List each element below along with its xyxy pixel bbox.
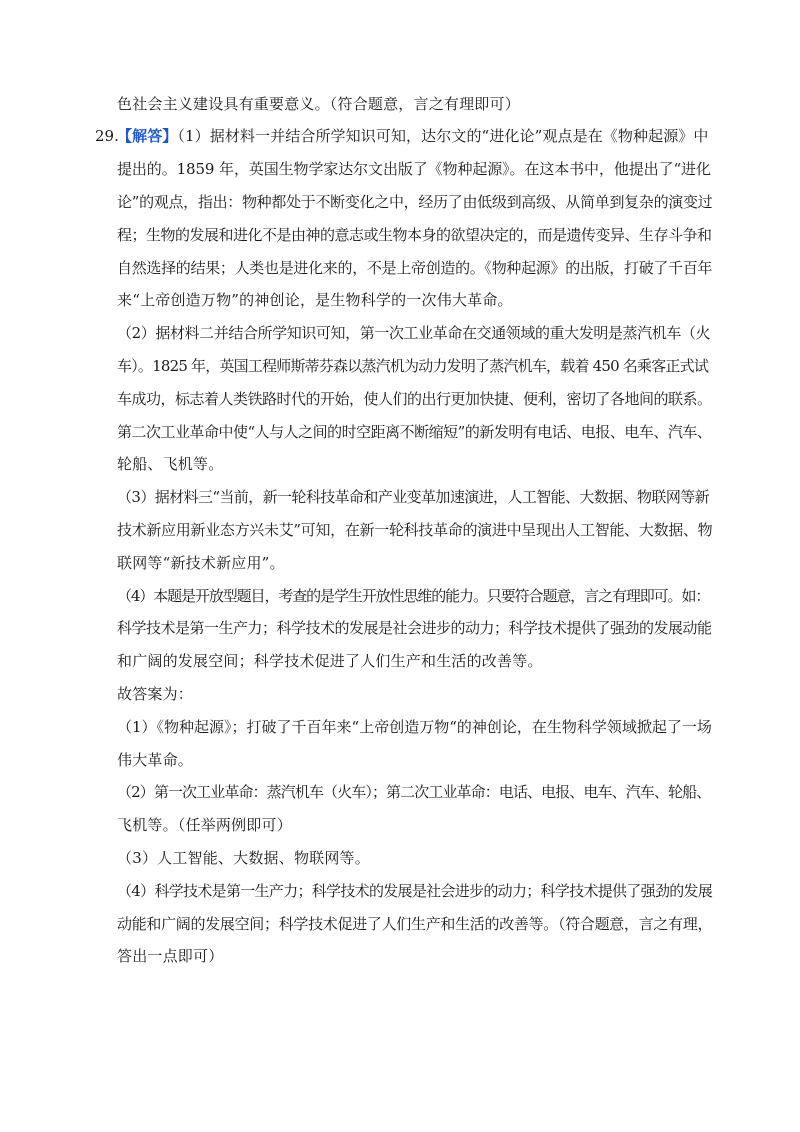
text-line: 自然选择的结果；人类也是进化来的，不是上帝创造的。《物种起源》的出版，打破了千百年 [117,259,713,277]
text-line: 动能和广阔的发展空间；科学技术促进了人们生产和生活的改善等。（符合题意，言之有理， [117,915,713,933]
text-line: 科学技术是第一生产力；科学技术的发展是社会进步的动力；科学技术提供了强劲的发展动能 [117,619,712,637]
question-number: 29. [95,127,119,145]
text-line: （3）据材料三“当前，新一轮科技革命和产业变革加速演进，人工智能、大数据、物联网等新 [117,488,710,506]
text-line: 提出的。1859 年，英国生物学家达尔文出版了《物种起源》。在这本书中，他提出了“进化 [117,160,711,178]
text-line: （3）人工智能、大数据、物联网等。 [117,849,370,867]
text-line: （4）科学技术是第一生产力；科学技术的发展是社会进步的动力；科学技术提供了强劲的发展 [117,882,713,900]
text-line: （2）第一次工业革命：蒸汽机车（火车）；第二次工业革命：电话、电报、电车、汽车、轮船、 [117,783,711,801]
answer-tag: 【解答】 [117,127,178,145]
text-line: 飞机等。（任举两例即可） [117,816,292,834]
text-line: 程；生物的发展和进化不是由神的意志或生物本身的欲望决定的，而是遗传变异、生存斗争和 [117,226,712,244]
text-line: 车成功，标志着人类铁路时代的开始，使人们的出行更加快捷、便利，密切了各地间的联系。 [117,390,712,408]
text-line: 论”的观点，指出：物种都处于不断变化之中，经历了由低级到高级、从简单到复杂的演变过 [117,193,713,211]
text-line: 色社会主义建设具有重要意义。（符合题意，言之有理即可） [117,95,520,113]
text-line: 轮船、飞机等。 [117,455,224,473]
text-line: （2）据材料二并结合所学知识可知，第一次工业革命在交通领域的重大发明是蒸汽机车（火 [117,324,711,342]
text-line: 技术新应用新业态方兴未艾”可知，在新一轮科技革命的演进中呈现出人工智能、大数据、物 [117,521,713,539]
text-line: 伟大革命。 [117,751,194,769]
text-line: 车）。1825 年，英国工程师斯蒂芬森以蒸汽机为动力发明了蒸汽机车，载着 450 名乘客正式试 [117,357,709,375]
text-line: 和广阔的发展空间；科学技术促进了人们生产和生活的改善等。 [117,652,543,670]
text-line: 答出一点即可） [117,947,224,965]
text-line: （4）本题是开放型题目，考查的是学生开放性思维的能力。只要符合题意，言之有理即可。如： [117,587,710,605]
text-line: 联网等“新技术新应用”。 [117,554,285,572]
text-line: （1）据材料一并结合所学知识可知，达尔文的“进化论”观点是在《物种起源》中 [177,127,709,145]
text-line: （1）《物种起源》；打破了千百年来“上帝创造万物“的神创论，在生物科学领域掀起了一场 [117,718,712,736]
text-line: 第二次工业革命中使“人与人之间的时空距离不断缩短”的新发明有电话、电报、电车、汽车、 [117,423,712,441]
answer-first-line [117,126,709,146]
text-line: 故答案为： [117,685,194,703]
text-line: 来“上帝创造万物”的神创论，是生物科学的一次伟大革命。 [117,291,513,309]
